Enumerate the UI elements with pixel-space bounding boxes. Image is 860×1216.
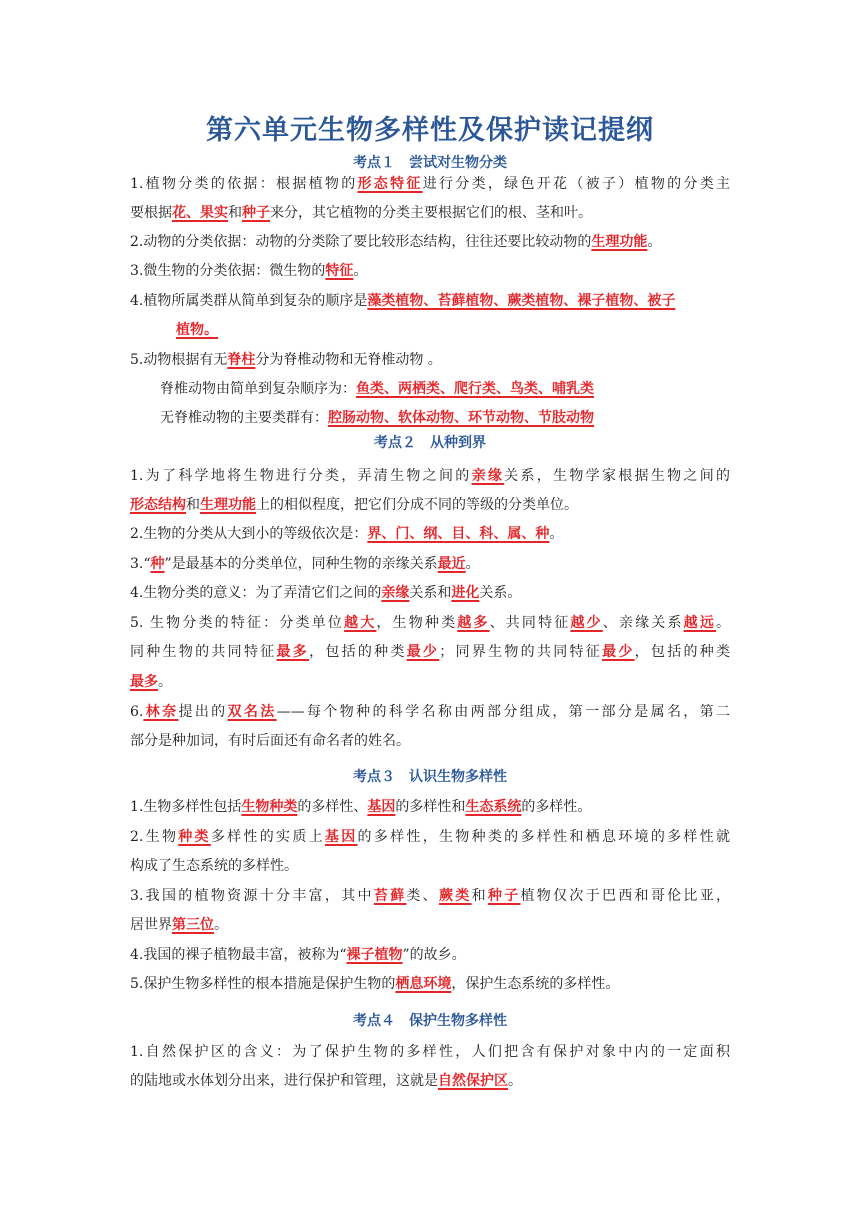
text-line: 脊椎动物由简单到复杂顺序为：鱼类、两栖类、爬行类、鸟类、哺乳类	[160, 381, 594, 397]
text-line: 居世界第三位。	[130, 917, 228, 933]
text-line: 2.生物的分类从大到小的等级依次是：界、门、纲、目、科、属、种。	[130, 526, 564, 542]
text-line: 4.我国的裸子植物最丰富，被称为“裸子植物”的故乡。	[130, 947, 466, 963]
text-line: 形态结构和生理功能上的相似程度，把它们分成不同的等级的分类单位。	[130, 497, 578, 513]
text-line: 2.动物的分类依据：动物的分类除了要比较形态结构，往往还要比较动物的生理功能。	[130, 234, 662, 250]
text-line: 部分是种加词，有时后面还有命名者的姓名。	[130, 733, 410, 749]
section-heading-3: 考点３ 认识生物多样性	[353, 769, 507, 785]
section-heading-2: 考点２ 从种到界	[374, 435, 486, 451]
text-line: 6.林奈提出的双名法——每个物种的科学名称由两部分组成，第一部分是属名，第二	[130, 704, 731, 720]
text-line: 同种生物的共同特征最多，包括的种类最少；同界生物的共同特征最少，包括的种类	[130, 644, 731, 660]
text-line: 5.动物根据有无脊柱分为脊椎动物和无脊椎动物 。	[130, 352, 442, 368]
text-line: 3.我国的植物资源十分丰富，其中苔藓类、蕨类和种子植物仅次于巴西和哥伦比亚，	[130, 888, 731, 904]
text-line: 5. 生物分类的特征：分类单位越大，生物种类越多、共同特征越少、亲缘关系越远。	[130, 615, 730, 631]
text-line: 3.“种”是最基本的分类单位，同种生物的亲缘关系最近。	[130, 556, 480, 572]
text-line: 2.生物种类多样性的实质上基因的多样性，生物种类的多样性和栖息环境的多样性就	[130, 829, 731, 845]
text-line: 无脊椎动物的主要类群有：腔肠动物、软体动物、环节动物、节肢动物	[160, 410, 594, 426]
text-line: 1.生物多样性包括生物种类的多样性、基因的多样性和生态系统的多样性。	[130, 799, 592, 815]
text-line: 4.生物分类的意义：为了弄清它们之间的亲缘关系和进化关系。	[130, 585, 522, 601]
text-line: 构成了生态系统的多样性。	[130, 858, 298, 874]
text-line: 要根据花、果实和种子来分，其它植物的分类主要根据它们的根、茎和叶。	[130, 205, 592, 221]
section-heading-1: 考点１ 尝试对生物分类	[353, 155, 507, 171]
section-heading-4: 考点４ 保护生物多样性	[353, 1013, 507, 1029]
text-line: 3.微生物的分类依据：微生物的特征。	[130, 263, 368, 279]
document-title: 第六单元生物多样性及保护读记提纲	[206, 115, 654, 146]
text-line: 1.为了科学地将生物进行分类，弄清生物之间的亲缘关系，生物学家根据生物之间的	[130, 468, 731, 484]
text-line: 4.植物所属类群从简单到复杂的顺序是藻类植物、苔藓植物、蕨类植物、裸子植物、被子	[130, 293, 676, 309]
text-line: 1.自然保护区的含义：为了保护生物的多样性，人们把含有保护对象中内的一定面积	[130, 1044, 730, 1060]
text-line: 5.保护生物多样性的根本措施是保护生物的栖息环境，保护生态系统的多样性。	[130, 976, 620, 992]
text-line: 1.植物分类的依据：根据植物的形态特征进行分类，绿色开花（被子）植物的分类主	[130, 176, 731, 192]
text-line: 植物。	[176, 322, 218, 338]
text-line: 的陆地或水体划分出来，进行保护和管理，这就是自然保护区。	[130, 1073, 522, 1089]
text-line: 最多。	[130, 674, 172, 690]
